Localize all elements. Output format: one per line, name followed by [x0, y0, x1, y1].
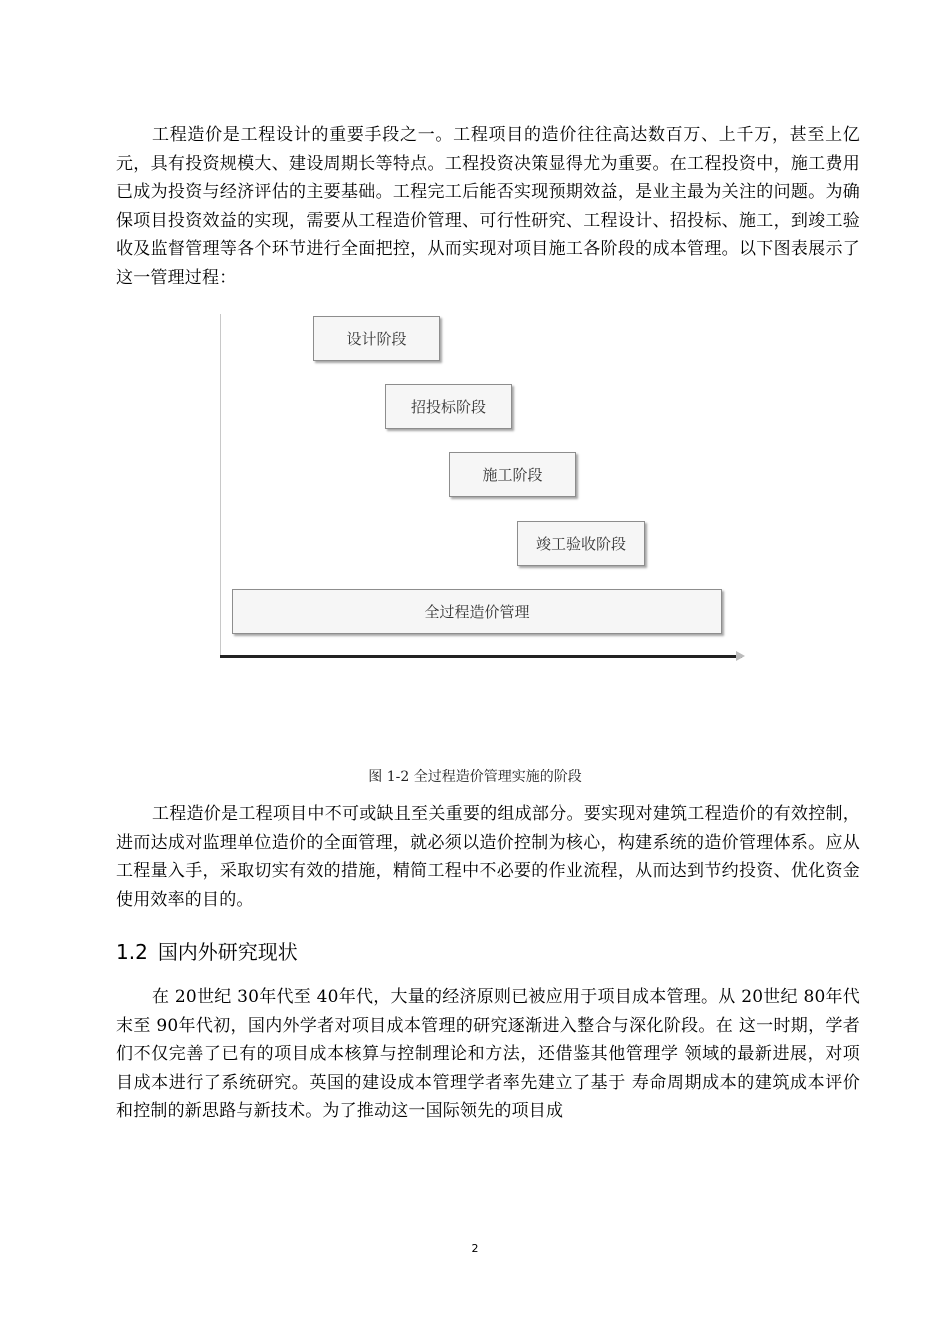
stage-box-bidding: 招投标阶段	[385, 384, 512, 429]
figure-caption: 图 1-2 全过程造价管理实施的阶段	[368, 769, 582, 785]
axis-arrow-icon	[736, 651, 745, 661]
cost-control-paragraph: 工程造价是工程项目中不可或缺且至关重要的组成部分。要实现对建筑工程造价的有效控制，进而达成对监理单位造价的全面管理，就必须以造价控制为核心，构建系统的造价管理体系。应从工程量入手，采取切实有效的措施，精简工程中不必要的作业流程，从而达到节约投资、优化资金使用效率的目的。	[116, 804, 860, 910]
diagram-time-axis	[220, 655, 742, 658]
section-title: 国内外研究现状	[157, 940, 298, 964]
stage-box-whole-process: 全过程造价管理	[232, 589, 722, 634]
stage-box-construction: 施工阶段	[449, 452, 576, 497]
diagram-vertical-axis	[220, 314, 221, 657]
stage-box-design: 设计阶段	[313, 316, 440, 361]
stage-box-acceptance: 竣工验收阶段	[517, 521, 645, 566]
page-number: 2	[471, 1242, 479, 1255]
section-heading	[116, 938, 298, 966]
intro-paragraph: 工程造价是工程设计的重要手段之一。工程项目的造价往往高达数百万、上千万，甚至上亿元，具有投资规模大、建设周期长等特点。工程投资决策显得尤为重要。在工程投资中，施工费用已成为投资与经济评估的主要基础。工程完工后能否实现预期效益，是业主最为关注的问题。为确保项目投资效益的实现，需要从工程造价管理、可行性研究、工程设计、招投标、施工，到竣工验收及监督管理等各个环节进行全面把控，从而实现对项目施工各阶段的成本管理。以下图表展示了这一管理过程：	[116, 125, 860, 288]
research-paragraph: 在 20世纪 30年代至 40年代，大量的经济原则已被应用于项目成本管理。从 20世纪 80年代末至 90年代初，国内外学者对项目成本管理的研究逐渐进入整合与深化阶段。在 这一时期，学者们不仅完善了已有的项目成本核算与控制理论和方法，还借鉴其他管理学 领域的最新进展，对项目成本进行了系统研究。英国的建设成本管理学者率先建立了基于 寿命周期成本的建筑成本评价和控制的新思路与新技术。为了推动这一国际领先的项目成	[116, 987, 860, 1122]
section-number: 1.2	[116, 940, 148, 964]
